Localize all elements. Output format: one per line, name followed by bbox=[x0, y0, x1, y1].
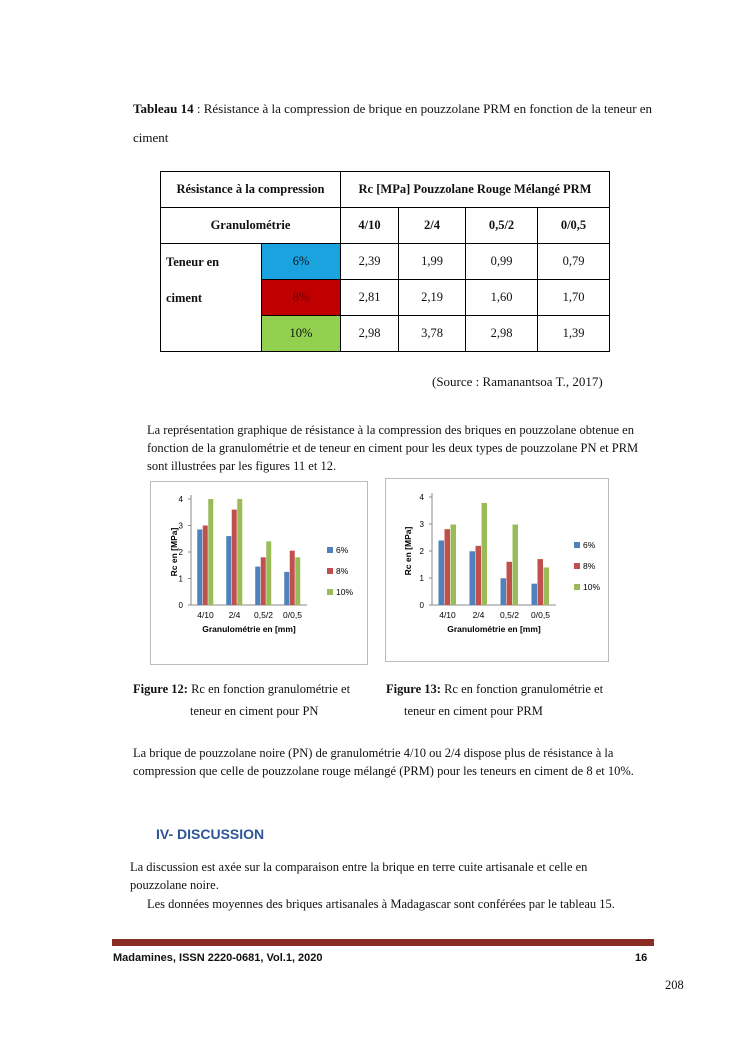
x-tick-label: 2/4 bbox=[472, 610, 485, 620]
table-caption bbox=[133, 94, 653, 152]
x-tick-label: 4/10 bbox=[439, 610, 456, 620]
col-header: 0/0,5 bbox=[538, 208, 610, 244]
teneur-ciment-label: Teneur en ciment bbox=[161, 244, 262, 352]
y-tick-label: 3 bbox=[178, 521, 183, 531]
x-tick-label: 2/4 bbox=[228, 610, 241, 620]
figure-13-caption: Figure 13: Rc en fonction granulométrie et bbox=[386, 682, 604, 696]
legend-label: 8% bbox=[336, 566, 349, 576]
bar-6%-4/10 bbox=[439, 540, 445, 605]
x-tick-label: 4/10 bbox=[197, 610, 214, 620]
table-header-granulometrie: Granulométrie bbox=[161, 208, 341, 244]
bar-8%-2/4 bbox=[232, 510, 237, 605]
x-tick-label: 0,5/2 bbox=[500, 610, 519, 620]
bar-8%-4/10 bbox=[445, 529, 451, 605]
y-tick-label: 1 bbox=[178, 574, 183, 584]
bar-8%-0/0,5 bbox=[290, 551, 295, 605]
y-tick-label: 4 bbox=[419, 493, 424, 502]
table-14 bbox=[160, 171, 610, 352]
legend-swatch-10% bbox=[574, 584, 580, 590]
paragraph-discussion: La discussion est axée sur la comparaison entre la brique en terre cuite artisanale et celle en pouzzolane noire. bbox=[130, 860, 588, 892]
table-cell: 2,98 bbox=[466, 316, 538, 352]
legend-swatch-8% bbox=[327, 568, 333, 574]
bar-10%-4/10 bbox=[208, 499, 213, 605]
table-header-rc: Rc [MPa] Pouzzolane Rouge Mélangé PRM bbox=[341, 172, 610, 208]
bar-10%-2/4 bbox=[482, 503, 488, 605]
bar-6%-0/0,5 bbox=[532, 584, 538, 605]
legend-swatch-10% bbox=[327, 589, 333, 595]
legend-swatch-8% bbox=[574, 563, 580, 569]
figure-12-caption: Figure 12: Rc en fonction granulométrie et bbox=[133, 682, 351, 696]
figure-13-caption-line2: teneur en ciment pour PRM bbox=[404, 704, 543, 718]
bar-8%-0/0,5 bbox=[538, 559, 544, 605]
bar-8%-0,5/2 bbox=[261, 557, 266, 605]
table-cell: 3,78 bbox=[399, 316, 466, 352]
bar-8%-2/4 bbox=[476, 546, 482, 605]
x-tick-label: 0/0,5 bbox=[531, 610, 550, 620]
y-axis-label: Rc en [MPa] bbox=[169, 527, 179, 577]
legend-label: 6% bbox=[583, 540, 596, 550]
footer-journal: Madamines, ISSN 2220-0681, Vol.1, 2020 bbox=[113, 952, 323, 964]
x-tick-label: 0,5/2 bbox=[254, 610, 273, 620]
bar-10%-4/10 bbox=[451, 525, 457, 605]
table-cell: 0,79 bbox=[538, 244, 610, 280]
table-cell: 1,99 bbox=[399, 244, 466, 280]
bar-8%-4/10 bbox=[203, 526, 208, 606]
y-axis-label: Rc en [MPa] bbox=[403, 526, 413, 576]
bar-10%-0,5/2 bbox=[513, 525, 519, 605]
legend-label: 8% bbox=[583, 561, 596, 571]
row-label-8: 8% bbox=[262, 280, 341, 316]
footer-page: 16 bbox=[635, 952, 648, 964]
table-cell: 1,39 bbox=[538, 316, 610, 352]
bar-10%-0,5/2 bbox=[266, 541, 271, 605]
col-header: 0,5/2 bbox=[466, 208, 538, 244]
row-label-6: 6% bbox=[262, 244, 341, 280]
table-cell: 1,60 bbox=[466, 280, 538, 316]
bar-6%-0,5/2 bbox=[501, 578, 507, 605]
footer-rule bbox=[112, 939, 654, 946]
paragraph-data: Les données moyennes des briques artisanales à Madagascar sont conférées par le tableau 15. bbox=[147, 897, 615, 911]
bar-10%-0/0,5 bbox=[544, 567, 550, 605]
table-header-resistance: Résistance à la compression bbox=[161, 172, 341, 208]
legend-label: 10% bbox=[583, 582, 601, 592]
chart-svg-12 bbox=[151, 482, 367, 664]
col-header: 2/4 bbox=[399, 208, 466, 244]
table-cell: 2,19 bbox=[399, 280, 466, 316]
legend-label: 10% bbox=[336, 587, 354, 597]
bar-6%-4/10 bbox=[197, 529, 202, 605]
bar-10%-2/4 bbox=[237, 499, 242, 605]
x-tick-label: 0/0,5 bbox=[283, 610, 302, 620]
paragraph-intro: La représentation graphique de résistance à la compression des briques en pouzzolane obtenue en fonction de la granulométrie et de teneur en ciment pour les deux types de pouzzolane PN et PRM sont illustrées par les figures 11 et 12. bbox=[147, 423, 639, 473]
bar-8%-0,5/2 bbox=[507, 562, 513, 605]
bar-6%-2/4 bbox=[226, 536, 231, 605]
table-cell: 1,70 bbox=[538, 280, 610, 316]
bar-10%-0/0,5 bbox=[295, 557, 300, 605]
chart-figure-13 bbox=[385, 478, 609, 662]
legend-swatch-6% bbox=[327, 547, 333, 553]
y-tick-label: 2 bbox=[178, 548, 183, 557]
chart-svg-13 bbox=[386, 479, 608, 661]
table-cell: 2,81 bbox=[341, 280, 399, 316]
bar-6%-0,5/2 bbox=[255, 567, 260, 605]
caption-text: : Résistance à la compression de brique en pouzzolane PRM en fonction de la teneur en ciment bbox=[133, 101, 653, 145]
col-header: 4/10 bbox=[341, 208, 399, 244]
y-tick-label: 3 bbox=[419, 520, 424, 529]
bar-6%-0/0,5 bbox=[284, 572, 289, 605]
y-tick-label: 2 bbox=[419, 547, 424, 556]
caption-label: Tableau 14 bbox=[133, 101, 194, 116]
table-cell: 2,39 bbox=[341, 244, 399, 280]
x-axis-label: Granulométrie en [mm] bbox=[447, 624, 541, 634]
section-heading: IV- DISCUSSION bbox=[156, 826, 265, 842]
y-tick-label: 0 bbox=[178, 601, 183, 610]
bar-6%-2/4 bbox=[470, 551, 476, 605]
row-label-10: 10% bbox=[262, 316, 341, 352]
figure-12-caption-line2: teneur en ciment pour PN bbox=[190, 704, 319, 718]
y-tick-label: 1 bbox=[419, 574, 424, 583]
legend-label: 6% bbox=[336, 545, 349, 555]
paragraph-comparison: La brique de pouzzolane noire (PN) de granulométrie 4/10 ou 2/4 dispose plus de résistance à la compression que celle de pouzzolane rouge mélangé (PRM) pour les teneurs en ciment de 8 et 10%. bbox=[133, 746, 634, 778]
y-tick-label: 0 bbox=[419, 601, 424, 610]
table-source: (Source : Ramanantsoa T., 2017) bbox=[432, 374, 603, 389]
page-number: 208 bbox=[665, 978, 684, 992]
x-axis-label: Granulométrie en [mm] bbox=[202, 624, 296, 634]
chart-figure-12 bbox=[150, 481, 368, 665]
y-tick-label: 4 bbox=[178, 495, 183, 504]
table-cell: 0,99 bbox=[466, 244, 538, 280]
table-cell: 2,98 bbox=[341, 316, 399, 352]
legend-swatch-6% bbox=[574, 542, 580, 548]
